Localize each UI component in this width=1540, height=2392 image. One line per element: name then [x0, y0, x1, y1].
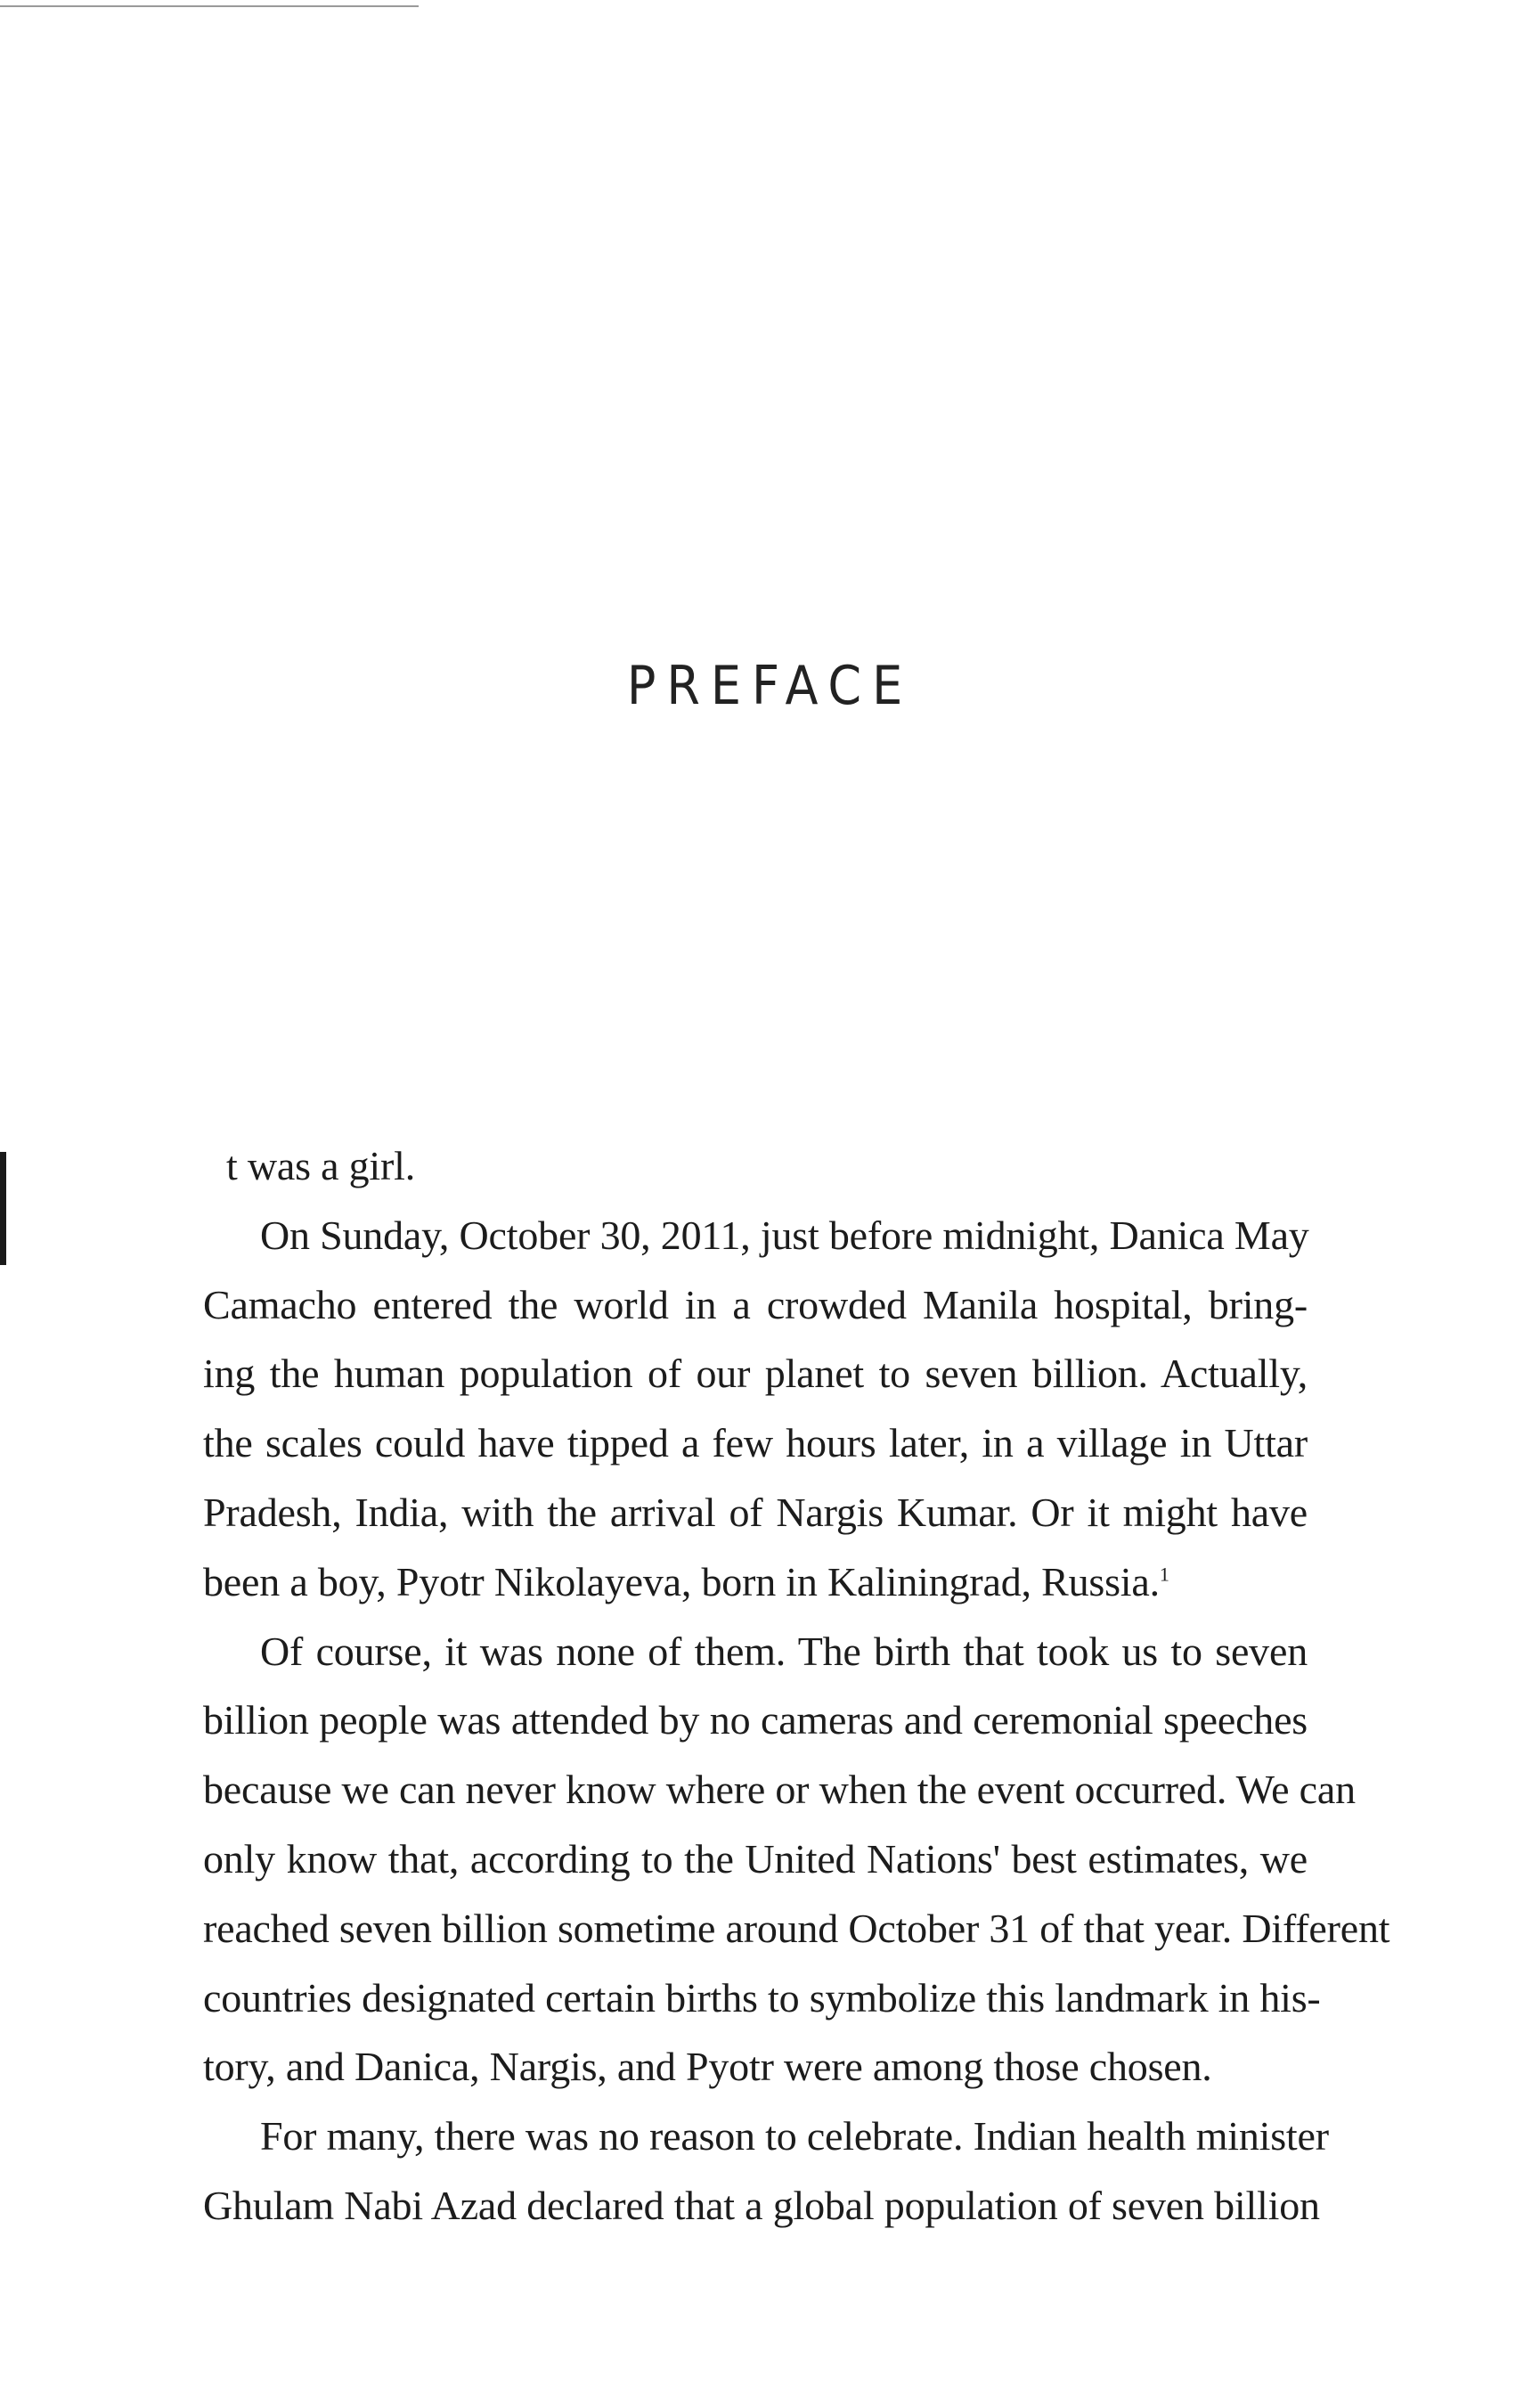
paragraph-line: billion people was attended by no cameras and ceremonial speeches	[203, 1697, 1308, 1743]
paragraph-line: t was a girl.	[226, 1143, 416, 1188]
paragraph-line: Ghulam Nabi Azad declared that a global population of seven billion	[203, 2182, 1320, 2228]
paragraph-line: tory, and Danica, Nargis, and Pyotr were among those chosen.	[203, 2044, 1212, 2090]
paragraph-line: Of course, it was none of them. The birth that took us to seven	[260, 1628, 1308, 1674]
paragraph-line: because we can never know where or when the event occurred. We can	[203, 1767, 1356, 1813]
paragraph-line: On Sunday, October 30, 2011, just before midnight, Danica May	[260, 1212, 1309, 1258]
scan-edge-rule	[0, 5, 419, 7]
footnote-marker[interactable]: 1	[1159, 1563, 1169, 1586]
paragraph-line: ing the human population of our planet to seven billion. Actually,	[203, 1351, 1308, 1397]
paragraph-line: Camacho entered the world in a crowded Manila hospital, bring-	[203, 1281, 1308, 1327]
body-text	[203, 1131, 1390, 2241]
paragraph-line-text: been a boy, Pyotr Nikolayeva, born in Kaliningrad, Russia.	[203, 1558, 1160, 1604]
drop-cap-letter-i	[0, 1152, 6, 1265]
paragraph-line: the scales could have tipped a few hours later, in a village in Uttar	[203, 1420, 1308, 1466]
paragraph-line: reached seven billion sometime around October 31 of that year. Different	[203, 1905, 1390, 1951]
paragraph-line	[203, 1547, 1308, 1617]
paragraph-line: Pradesh, India, with the arrival of Nargis Kumar. Or it might have	[203, 1489, 1308, 1535]
paragraph-line: countries designated certain births to symbolize this landmark in his-	[203, 1974, 1321, 2021]
paragraph-line: For many, there was no reason to celebrate. Indian health minister	[260, 2113, 1329, 2159]
paragraph-line: only know that, according to the United Nations' best estimates, we	[203, 1835, 1308, 1882]
chapter-title: PREFACE	[626, 655, 914, 717]
